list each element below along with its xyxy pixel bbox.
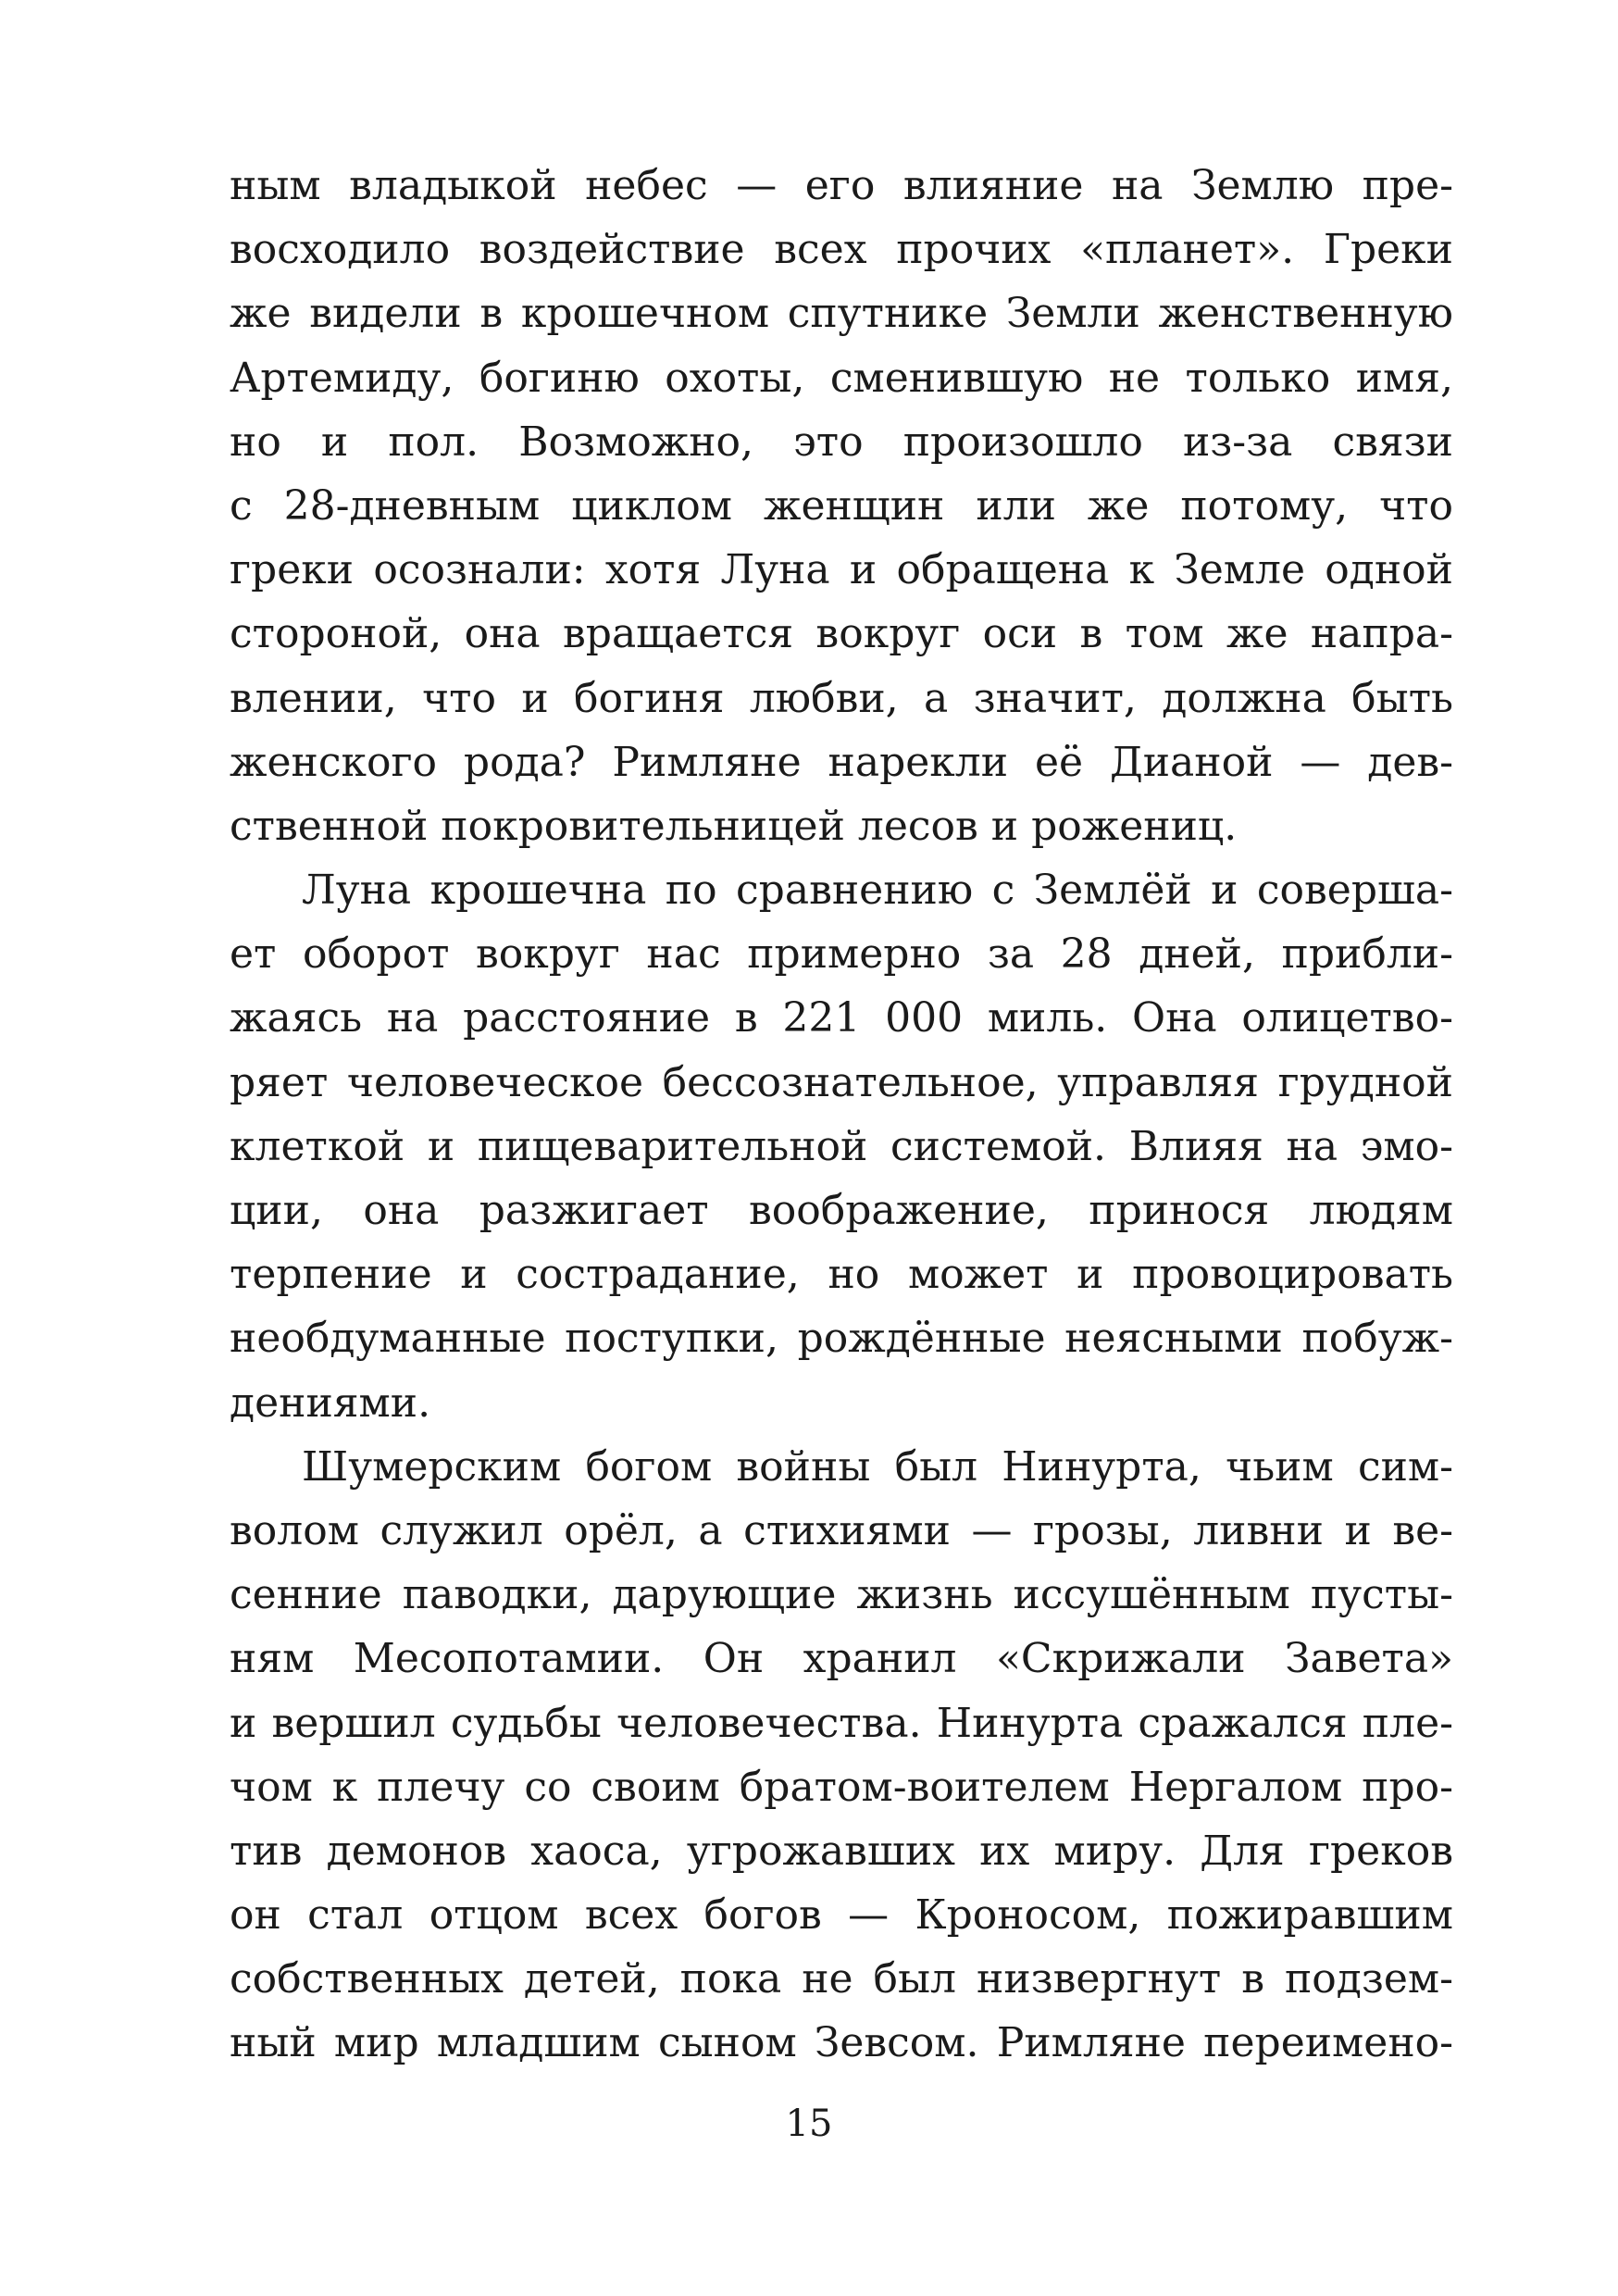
text-line: но и пол. Возможно, это произошло из-за связи <box>230 418 1453 466</box>
text-line: влении, что и богиня любви, а значит, должна быть <box>230 674 1453 722</box>
text-line: греки осознали: хотя Луна и обращена к Земле одной <box>230 546 1453 594</box>
text-line: женского рода? Римляне нарекли её Дианой — дев- <box>230 738 1453 786</box>
body-text <box>230 154 1453 2076</box>
text-line: Шумерским богом войны был Нинурта, чьим сим- <box>302 1442 1453 1491</box>
text-line: ряет человеческое бессознательное, управляя грудной <box>230 1058 1453 1106</box>
text-line: же видели в крошечном спутнике Земли женственную <box>230 290 1453 338</box>
text-line: волом служил орёл, а стихиями — грозы, ливни и ве- <box>230 1506 1453 1554</box>
text-line: восходило воздействие всех прочих «планет». Греки <box>230 226 1453 274</box>
page-number: 15 <box>785 2103 833 2145</box>
text-line: и вершил судьбы человечества. Нинурта сражался пле- <box>230 1699 1453 1747</box>
text-line: Луна крошечна по сравнению с Землёй и соверша- <box>302 867 1453 915</box>
text-line: сенние паводки, дарующие жизнь иссушённым пусты- <box>230 1571 1453 1619</box>
text-line: терпение и сострадание, но может и провоцировать <box>230 1251 1453 1299</box>
text-line: необдуманные поступки, рождённые неясными побуж- <box>230 1315 1453 1363</box>
text-line: ции, она разжигает воображение, принося людям <box>230 1187 1453 1234</box>
text-line: ный мир младшим сыном Зевсом. Римляне переимено- <box>230 2019 1453 2067</box>
text-line: клеткой и пищеварительной системой. Влияя на эмо- <box>230 1122 1453 1170</box>
text-line: жаясь на расстояние в 221 000 миль. Она олицетво- <box>230 994 1453 1042</box>
text-line: ням Месопотамии. Он хранил «Скрижали Завета» <box>230 1635 1453 1683</box>
text-line: ет оборот вокруг нас примерно за 28 дней, прибли- <box>230 930 1453 979</box>
text-line: чом к плечу со своим братом-воителем Нергалом про- <box>230 1763 1453 1811</box>
text-line: дениями. <box>230 1379 431 1427</box>
text-line: стороной, она вращается вокруг оси в том же напра- <box>230 610 1453 658</box>
text-line: он стал отцом всех богов — Кроносом, пожиравшим <box>230 1891 1453 1940</box>
text-line: тив демонов хаоса, угрожавших их миру. Для греков <box>230 1827 1453 1875</box>
text-line: ным владыкой небес — его влияние на Землю пре- <box>230 162 1453 209</box>
text-line: ственной покровительницей лесов и рожениц. <box>230 802 1238 850</box>
text-line: с 28-дневным циклом женщин или же потому, что <box>230 481 1453 530</box>
text-line: собственных детей, пока не был низвергнут в подзем- <box>230 1955 1453 2003</box>
text-line: Артемиду, богиню охоты, сменившую не только имя, <box>230 354 1453 402</box>
